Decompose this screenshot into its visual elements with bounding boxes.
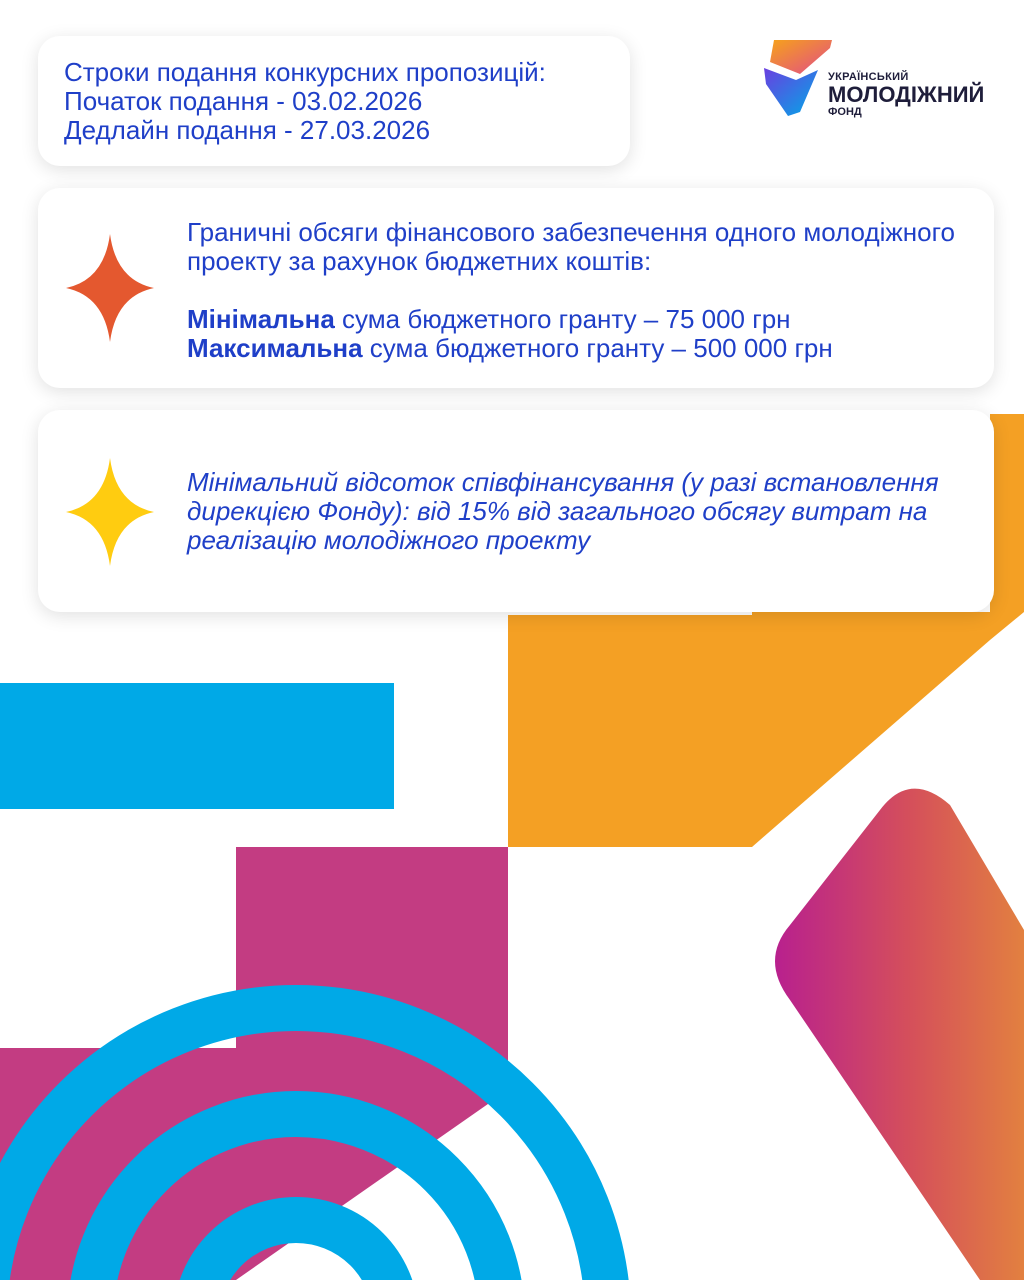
logo-line-2: МОЛОДІЖНИЙ xyxy=(828,82,985,107)
fund-logo-icon xyxy=(760,34,836,118)
cofinancing-card xyxy=(38,410,994,612)
fund-logo xyxy=(760,34,1000,120)
funding-intro: Граничні обсяги фінансового забезпечення одного молодіжного проекту за рахунок бюджетних коштів: xyxy=(187,217,955,276)
deadlines-card xyxy=(38,36,630,166)
min-grant-value: сума бюджетного гранту – 75 000 грн xyxy=(334,304,791,334)
submission-start: Початок подання - 03.02.2026 xyxy=(64,86,423,116)
orange-shape-upper xyxy=(990,414,1024,640)
funding-limits-text xyxy=(187,218,977,363)
logo-line-3: ФОНД xyxy=(828,106,862,118)
deadlines-heading: Строки подання конкурсних пропозицій: xyxy=(64,57,546,87)
max-grant-line xyxy=(187,334,977,363)
min-grant-line xyxy=(187,305,977,334)
logo-line-1: УКРАЇНСЬКИЙ xyxy=(828,71,909,83)
cyan-bar xyxy=(0,683,394,809)
cofinancing-text: Мінімальний відсоток співфінансування (у разі встановлення дирекцією Фонду): від 15% від загального обсягу витрат на реалізацію молодіжного проекту xyxy=(187,467,939,555)
funding-limits-card xyxy=(38,188,994,388)
sparkle-icon-red xyxy=(66,234,154,342)
max-grant-label: Максимальна xyxy=(187,333,363,363)
deadlines-text xyxy=(64,58,546,145)
gradient-diamond-shape xyxy=(775,789,1024,1280)
max-grant-value: сума бюджетного гранту – 500 000 грн xyxy=(362,333,833,363)
sparkle-icon-yellow xyxy=(66,458,154,566)
min-grant-label: Мінімальна xyxy=(187,304,335,334)
submission-deadline: Дедлайн подання - 27.03.2026 xyxy=(64,115,431,145)
